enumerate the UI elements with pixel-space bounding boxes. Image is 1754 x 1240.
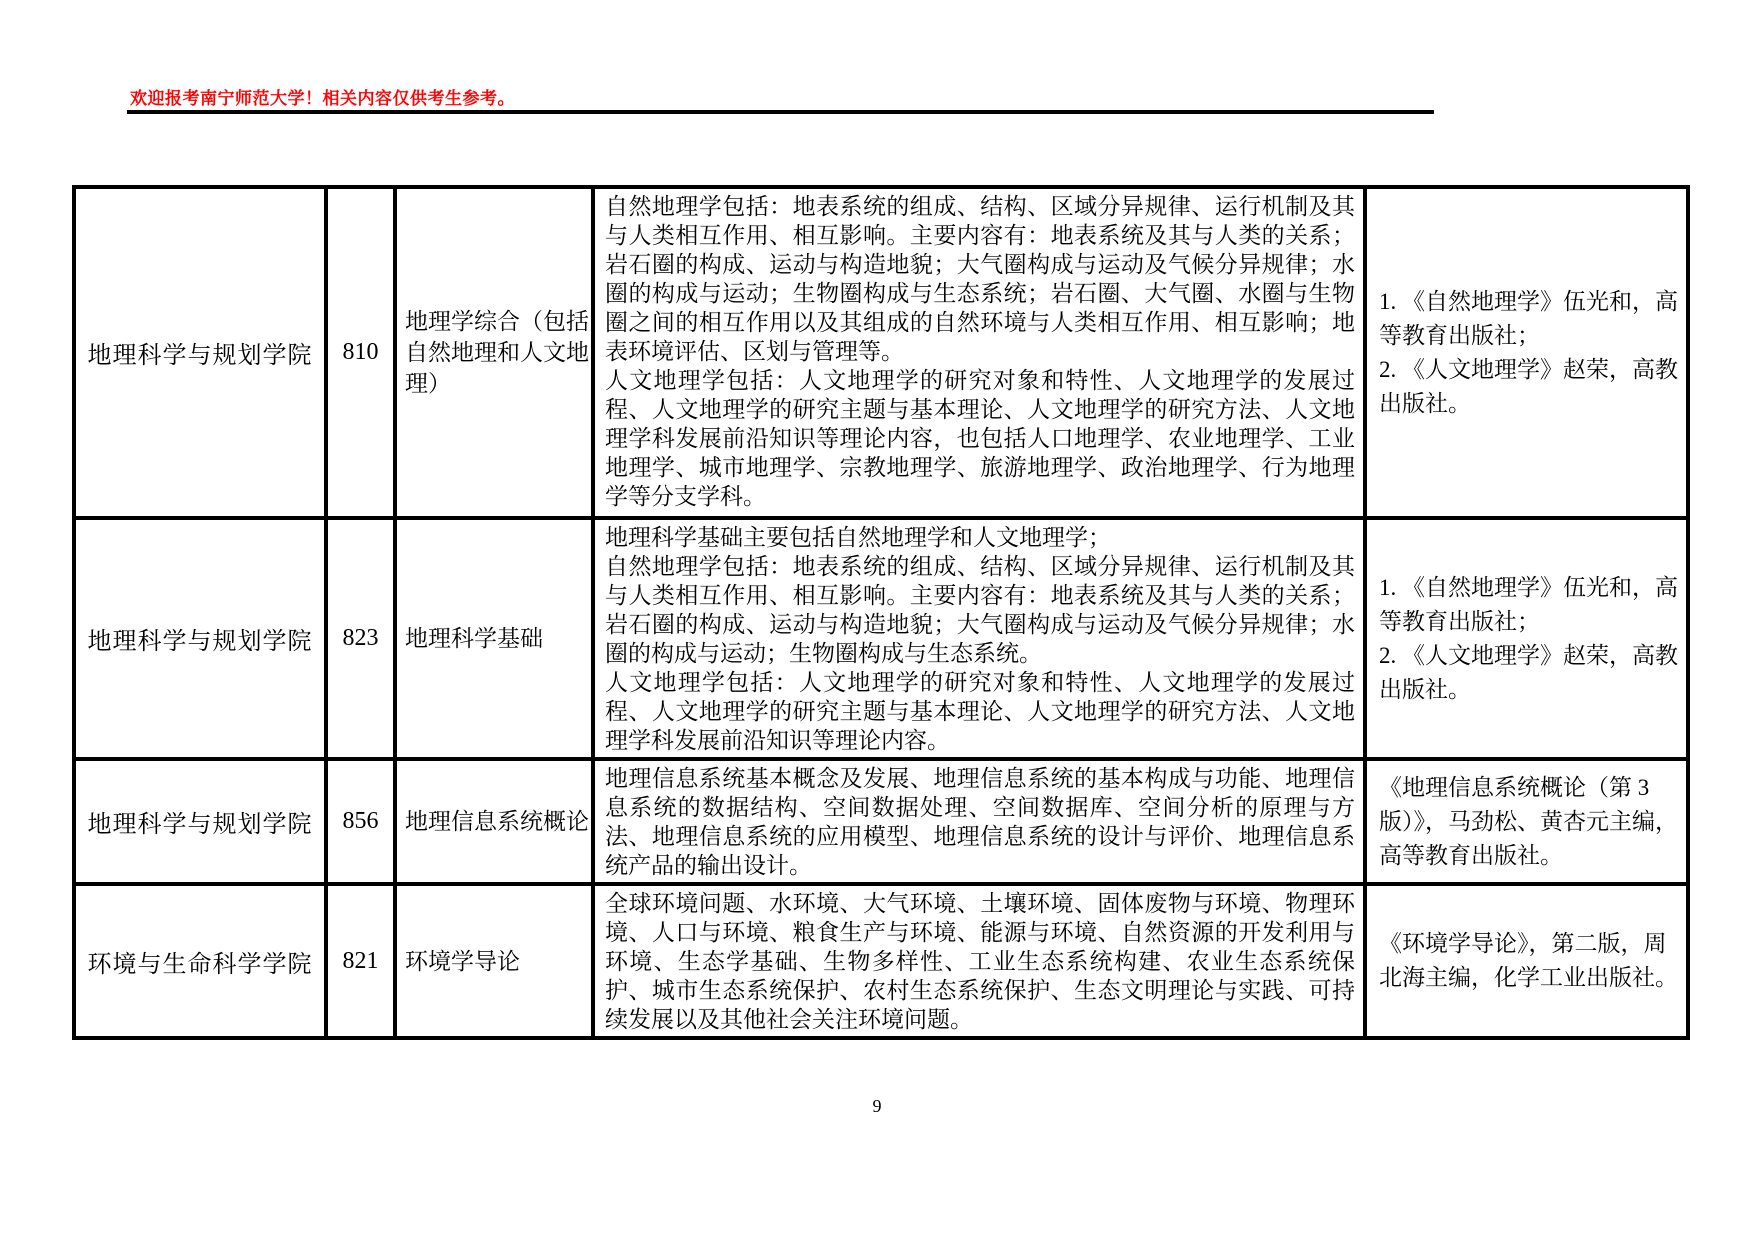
exam-scope-cell — [593, 759, 1365, 884]
college-cell: 环境与生命科学学院 — [74, 884, 326, 1038]
exam-scope-paragraph: 人文地理学包括：人文地理学的研究对象和特性、人文地理学的发展过程、人文地理学的研究主题与基本理论、人文地理学的研究方法、人文地理学科发展前沿知识等理论内容。 — [605, 670, 1355, 753]
college-cell: 地理科学与规划学院 — [74, 518, 326, 759]
syllabus-table — [72, 185, 1690, 1040]
college-cell: 地理科学与规划学院 — [74, 187, 326, 518]
college-cell: 地理科学与规划学院 — [74, 759, 326, 884]
subject-code-cell: 823 — [326, 518, 395, 759]
reference-books-cell — [1365, 187, 1688, 518]
exam-scope-paragraph: 全球环境问题、水环境、大气环境、土壤环境、固体废物与环境、物理环境、人口与环境、粮食生产与环境、能源与环境、自然资源的开发利用与环境、生态学基础、生物多样性、工业生态系统构建、农业生态系统保护、城市生态系统保护、农村生态系统保护、生态文明理论与实践、可持续发展以及其他社会关注环境问题。 — [605, 891, 1355, 1032]
header-divider — [127, 110, 1434, 114]
table-row — [74, 518, 1688, 759]
table-row — [74, 759, 1688, 884]
reference-books-cell — [1365, 518, 1688, 759]
exam-scope-cell — [593, 187, 1365, 518]
page-number: 9 — [872, 1096, 882, 1116]
book-item: 2. 《人文地理学》赵荣，高教出版社。 — [1379, 642, 1678, 702]
exam-scope-cell — [593, 884, 1365, 1038]
exam-scope-paragraph: 地理信息系统基本概念及发展、地理信息系统的基本构成与功能、地理信息系统的数据结构、空间数据处理、空间数据库、空间分析的原理与方法、地理信息系统的应用模型、地理信息系统的设计与评价、地理信息系统产品的输出设计。 — [605, 766, 1355, 878]
welcome-notice: 欢迎报考南宁师范大学！相关内容仅供考生参考。 — [130, 89, 515, 108]
exam-scope-paragraph: 人文地理学包括：人文地理学的研究对象和特性、人文地理学的发展过程、人文地理学的研究主题与基本理论、人文地理学的研究方法、人文地理学科发展前沿知识等理论内容，也包括人口地理学、农业地理学、工业地理学、城市地理学、宗教地理学、旅游地理学、政治地理学、行为地理学等分支学科。 — [605, 368, 1355, 509]
subject-code-cell: 856 — [326, 759, 395, 884]
book-item: 《地理信息系统概论（第 3 版）》，马劲松、黄杏元主编，高等教育出版社。 — [1379, 774, 1678, 868]
book-item: 2. 《人文地理学》赵荣，高教出版社。 — [1379, 356, 1678, 416]
subject-name-cell: 地理信息系统概论 — [395, 759, 593, 884]
book-item: 《环境学导论》，第二版，周北海主编，化学工业出版社。 — [1379, 931, 1678, 990]
subject-name-cell: 地理学综合（包括自然地理和人文地理） — [395, 187, 593, 518]
table-row — [74, 884, 1688, 1038]
reference-books-cell — [1365, 884, 1688, 1038]
subject-name-cell: 地理科学基础 — [395, 518, 593, 759]
table-row — [74, 187, 1688, 518]
exam-scope-cell — [593, 518, 1365, 759]
subject-code-cell: 810 — [326, 187, 395, 518]
exam-scope-paragraph: 地理科学基础主要包括自然地理学和人文地理学； — [605, 525, 1111, 550]
book-item: 1. 《自然地理学》伍光和，高等教育出版社； — [1379, 288, 1678, 348]
subject-code-cell: 821 — [326, 884, 395, 1038]
book-item: 1. 《自然地理学》伍光和，高等教育出版社； — [1379, 574, 1678, 634]
subject-name-cell: 环境学导论 — [395, 884, 593, 1038]
exam-scope-paragraph: 自然地理学包括：地表系统的组成、结构、区域分异规律、运行机制及其与人类相互作用、相互影响。主要内容有：地表系统及其与人类的关系；岩石圈的构成、运动与构造地貌；大气圈构成与运动及气候分异规律；水圈的构成与运动；生物圈构成与生态系统。 — [605, 554, 1355, 666]
reference-books-cell — [1365, 759, 1688, 884]
exam-scope-paragraph: 自然地理学包括：地表系统的组成、结构、区域分异规律、运行机制及其与人类相互作用、相互影响。主要内容有：地表系统及其与人类的关系；岩石圈的构成、运动与构造地貌；大气圈构成与运动及气候分异规律；水圈的构成与运动；生物圈构成与生态系统；岩石圈、大气圈、水圈与生物圈之间的相互作用以及其组成的自然环境与人类相互作用、相互影响；地表环境评估、区划与管理等。 — [605, 194, 1355, 364]
